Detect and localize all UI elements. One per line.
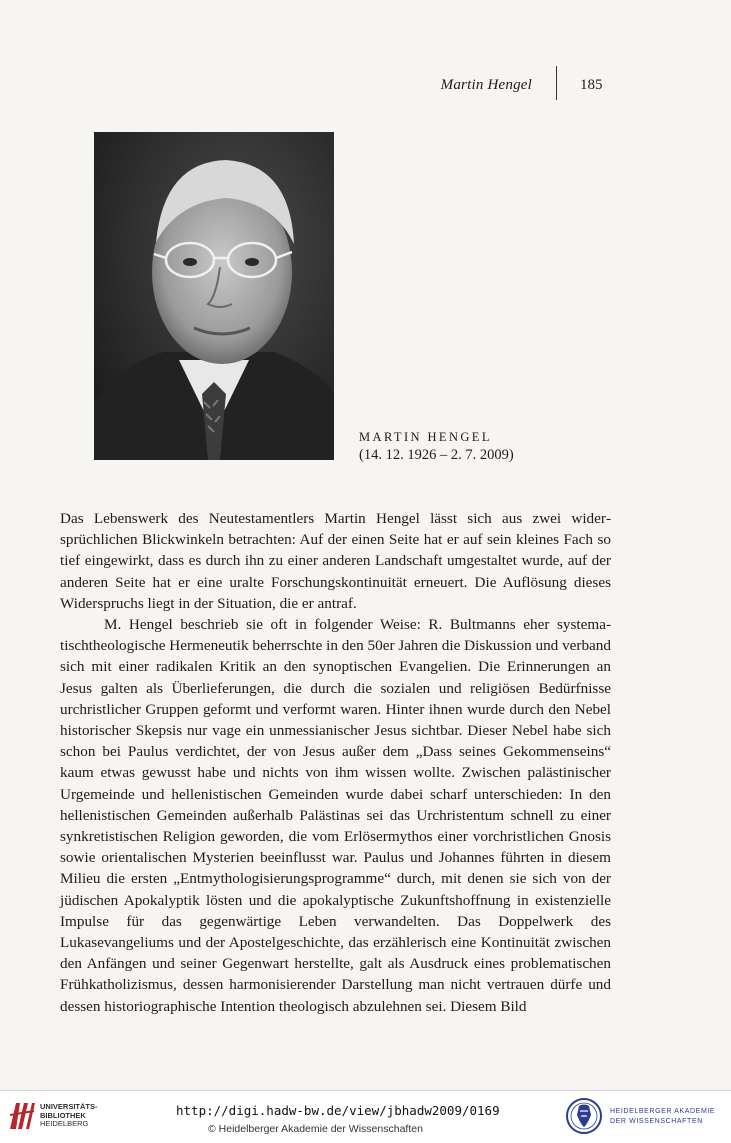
university-library-logo-icon[interactable]	[8, 1099, 36, 1131]
portrait-photo	[94, 132, 334, 460]
running-header-title: Martin Hengel	[440, 77, 532, 93]
academy-seal-icon[interactable]	[565, 1097, 603, 1135]
permalink-url[interactable]: http://digi.hadw-bw.de/view/jbhadw2009/0169	[176, 1103, 500, 1118]
university-library-logo-text[interactable]: UNIVERSITÄTS- BIBLIOTHEK HEIDELBERG	[40, 1102, 98, 1128]
copyright-notice: © Heidelberger Akademie der Wissenschaften	[208, 1123, 423, 1135]
paragraph: M. Hengel beschrieb sie oft in folgender Weise: R. Bultmanns eher systematischtheologische Hermeneutik beherrschte in den 50er Jahren die Diskussion und verband sich mit einer radikalen Kritik an den synoptischen Evangelien. Die Erinnerungen an Jesus galten als Überlieferungen, die durch die sozialen und religiösen Bedürfnisse urchristlicher Gruppen geformt und verformt waren. Hinter ihnen wurde durch den Nebel historischer Skepsis nur vage ein unmessianischer Jesus sichtbar. Dieser Nebel habe sich schon bei Paulus verdichtet, der von Jesus außer dem „Dass seines Gekommenseins“ kaum etwas gewusst habe und nichts von ihm wissen wollte. Zwischen palästinischer Urgemeinde und hellenistischen Gemeinden wurde dabei scharf unterschieden: In den hellenistischen Gemeinden außerhalb Palästinas sei das Urchristentum schnell zu einer synkretistischen Religion geworden, die vom Erlösermythos einer vorchristlichen Gnosis sowie orientalischen Mysterien beeinflusst war. Paulus und Johannes führten in diesem Milieu die ersten „Entmythologisierungsprogramme“ durch, mit denen sie sich von der jüdischen Apokalyptik lösten und die apokalyptische Zukunftshoffnung in existenzielle Impulse für das gegenwärtige Leben verwandelten. Das Doppelwerk des Lukasevangeliums und der Apostelgeschichte, das erzählerisch eine Kontinuität zwischen den Anfängen und seiner Gegenwart herstellte, galt als Ausdruck eines problematischen Frühkatholizismus, dessen harmonisierender Darstellung man nicht vertrauen dürfe und dessen historiographische Intention theologisch abzulehnen sei. Diesem Bild	[60, 616, 611, 1015]
academy-logo-text[interactable]: HEIDELBERGER AKADEMIE DER WISSENSCHAFTEN	[610, 1108, 716, 1125]
portrait-caption-name: MARTIN HENGEL	[359, 430, 492, 444]
header-divider	[556, 66, 557, 100]
portrait-caption-dates: (14. 12. 1926 – 2. 7. 2009)	[359, 447, 514, 463]
paragraph: Das Lebenswerk des Neutestamentlers Martin Hengel lässt sich aus zwei widersprüchlichen Blickwinkeln betrachten: Auf der einen Seite hat er auf sein kleines Fach so tief eingewirkt, dass es durch ihn zu einer anderen Landschaft umgestaltet wurde, auf der anderen Seite hat er eine uralte Forschungskontinuität erneuert. Die Auflösung dieses Widerspruchs liegt in der Situation, die er antraf.	[60, 510, 611, 612]
page-number: 185	[580, 77, 603, 93]
viewer-footer	[0, 1090, 731, 1143]
article-body	[60, 508, 611, 1017]
